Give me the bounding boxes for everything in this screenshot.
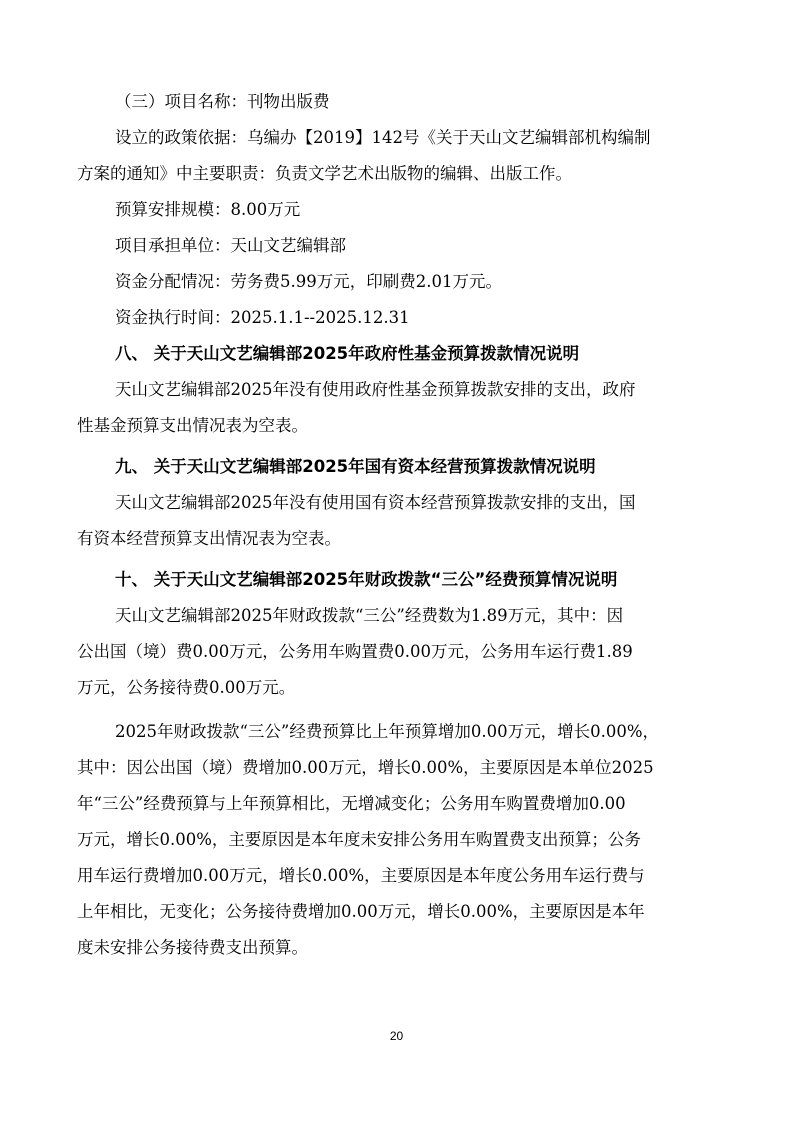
page-number: 20 <box>389 1029 404 1043</box>
undertaker-line: 项目承担单位：天山文艺编辑部 <box>115 236 346 255</box>
section-10-p1-line-2: 公出国（境）费0.00万元，公务用车购置费0.00万元，公务用车运行费1.89 <box>77 642 633 661</box>
section-10-p2-line-3: 年“三公”经费预算与上年预算相比，无增减变化；公务用车购置费增加0.00 <box>77 794 626 813</box>
section-8-heading: 八、 关于天山文艺编辑部2025年政府性基金预算拨款情况说明 <box>115 344 580 363</box>
section-10-p2-line-1: 2025年财政拨款“三公”经费预算比上年预算增加0.00万元，增长0.00%， <box>115 722 660 741</box>
section-10-p2-line-6: 上年相比，无变化；公务接待费增加0.00万元，增长0.00%，主要原因是本年 <box>77 902 645 921</box>
section-10-p2-line-4: 万元，增长0.00%，主要原因是本年度未安排公务用车购置费支出预算；公务 <box>77 830 641 849</box>
section-8-line-1: 天山文艺编辑部2025年没有使用政府性基金预算拨款安排的支出，政府 <box>115 380 636 399</box>
policy-basis-line-2: 方案的通知》中主要职责：负责文学艺术出版物的编辑、出版工作。 <box>77 164 572 183</box>
section-9-line-1: 天山文艺编辑部2025年没有使用国有资本经营预算拨款安排的支出，国 <box>115 493 636 512</box>
section-10-p1-line-3: 万元，公务接待费0.00万元。 <box>77 678 296 697</box>
section-10-p1-line-1: 天山文艺编辑部2025年财政拨款“三公”经费数为1.89万元，其中：因 <box>115 606 624 625</box>
section-9-line-2: 有资本经营预算支出情况表为空表。 <box>77 529 341 548</box>
execution-time-line: 资金执行时间：2025.1.1--2025.12.31 <box>115 308 410 327</box>
section-10-p2-line-7: 度未安排公务接待费支出预算。 <box>77 938 308 957</box>
section-8-line-2: 性基金预算支出情况表为空表。 <box>77 416 308 435</box>
project-name-line: （三）项目名称：刊物出版费 <box>115 92 330 111</box>
policy-basis-line-1: 设立的政策依据：乌编办【2019】142号《关于天山文艺编辑部机构编制 <box>115 128 651 147</box>
budget-scale-line: 预算安排规模：8.00万元 <box>115 200 301 219</box>
section-10-p2-line-5: 用车运行费增加0.00万元，增长0.00%，主要原因是本年度公务用车运行费与 <box>77 866 645 885</box>
allocation-line: 资金分配情况：劳务费5.99万元，印刷费2.01万元。 <box>115 272 502 291</box>
section-10-heading: 十、 关于天山文艺编辑部2025年财政拨款“三公”经费预算情况说明 <box>115 570 618 589</box>
section-9-heading: 九、 关于天山文艺编辑部2025年国有资本经营预算拨款情况说明 <box>115 457 596 476</box>
section-10-p2-line-2: 其中：因公出国（境）费增加0.00万元，增长0.00%，主要原因是本单位2025 <box>77 758 654 777</box>
